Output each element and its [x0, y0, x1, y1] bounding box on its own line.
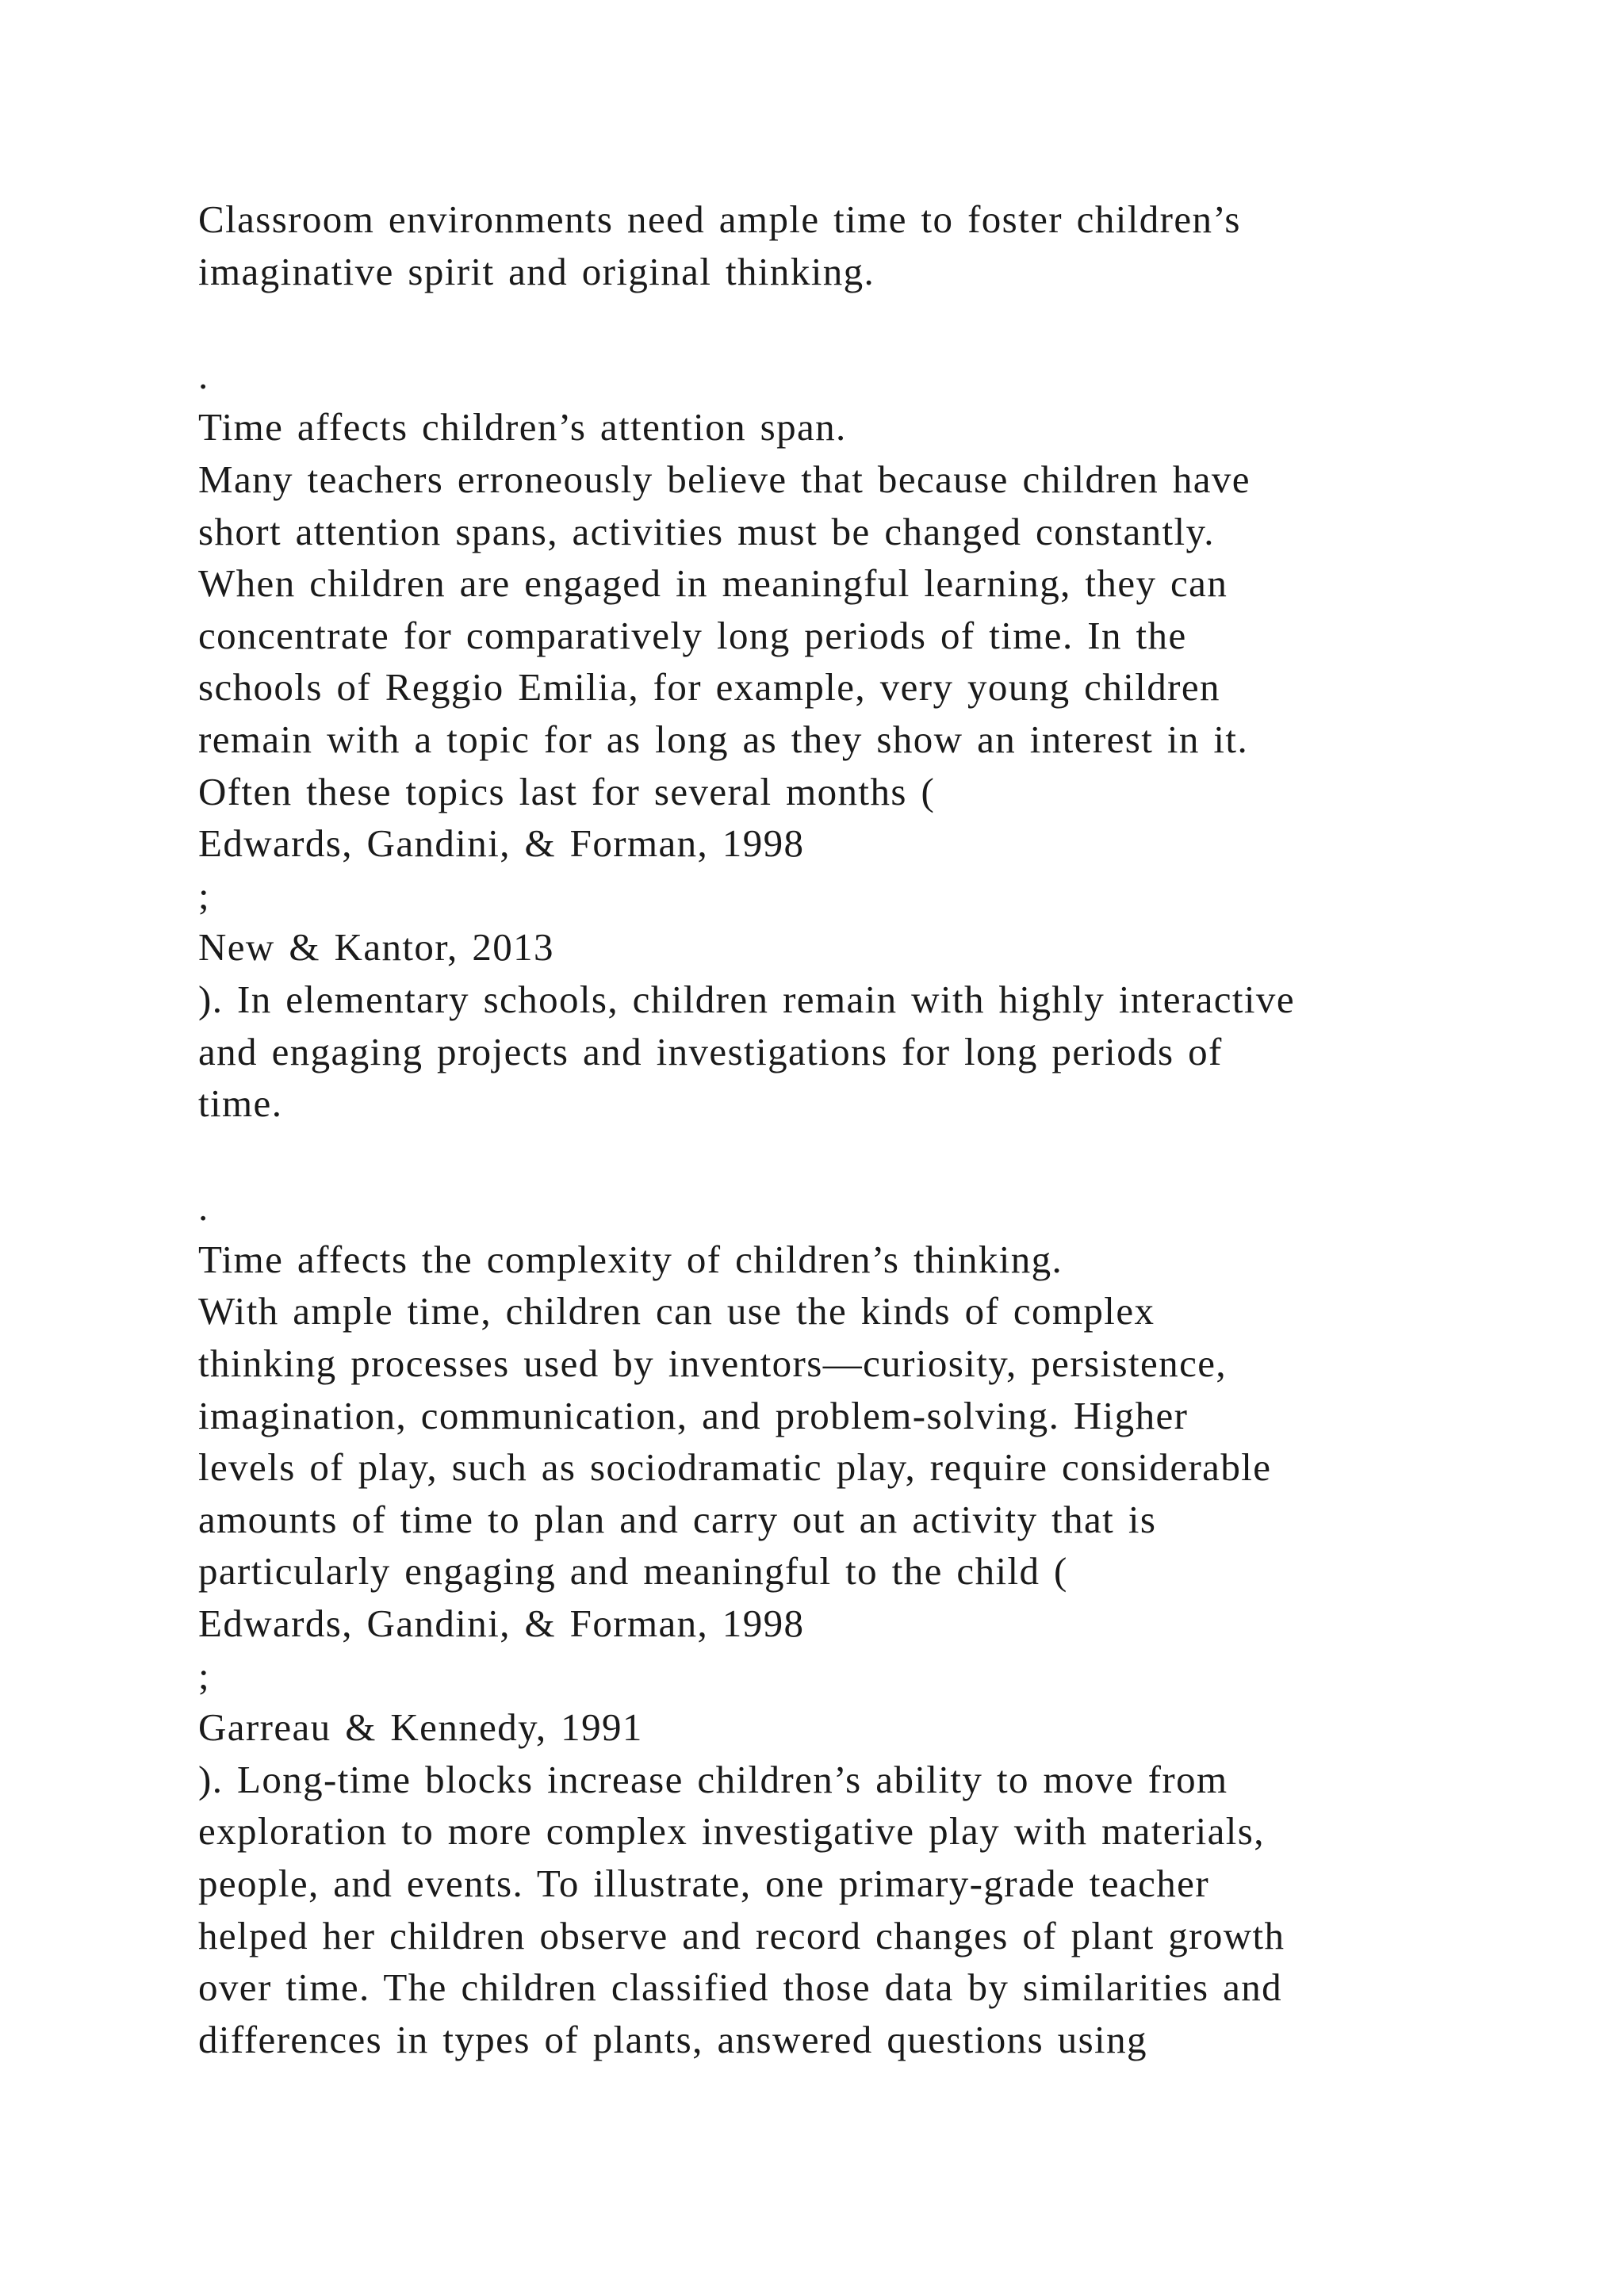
citation-separator: ; [198, 873, 211, 917]
text-line: amounts of time to plan and carry out an activity that is [198, 1497, 1157, 1541]
text-line: imagination, communication, and problem-solving. Higher [198, 1393, 1189, 1437]
text-line: Classroom environments need ample time to foster children’s [198, 197, 1241, 241]
text-line: schools of Reggio Emilia, for example, very young children [198, 665, 1220, 710]
text-line: time. [198, 1081, 283, 1126]
text-line: people, and events. To illustrate, one primary-grade teacher [198, 1862, 1210, 1905]
section-heading: Time affects the complexity of children’s thinking. [198, 1237, 1063, 1281]
text-line: Often these topics last for several months ( [198, 769, 936, 813]
citation-line: Edwards, Gandini, & Forman, 1998 [198, 821, 805, 866]
section-heading: Time affects children’s attention span. [198, 405, 847, 450]
citation-line: Garreau & Kennedy, 1991 [198, 1705, 643, 1750]
text-line: . [198, 353, 209, 397]
text-line: imaginative spirit and original thinking. [198, 249, 875, 293]
citation-line: Edwards, Gandini, & Forman, 1998 [198, 1601, 805, 1646]
citation-line: New & Kantor, 2013 [198, 925, 554, 970]
text-line: differences in types of plants, answered questions using [198, 2017, 1147, 2061]
text-line: When children are engaged in meaningful learning, they can [198, 561, 1228, 606]
text-line: ). Long-time blocks increase children’s ability to move from [198, 1757, 1228, 1801]
text-line: short attention spans, activities must be changed constantly. [198, 509, 1215, 553]
text-line: With ample time, children can use the kinds of complex [198, 1289, 1155, 1334]
text-line [198, 297, 1546, 350]
text-line: and engaging projects and investigations for long periods of [198, 1029, 1223, 1073]
text-line: levels of play, such as sociodramatic play, require considerable [198, 1445, 1272, 1490]
text-line: remain with a topic for as long as they show an interest in it. [198, 717, 1249, 761]
text-line: exploration to more complex investigative play with materials, [198, 1809, 1265, 1854]
text-line: thinking processes used by inventors—curiosity, persistence, [198, 1341, 1228, 1386]
text-line: over time. The children classified those data by similarities and [198, 1965, 1283, 2010]
text-line [198, 1130, 1546, 1182]
body-text [198, 193, 1546, 2065]
text-line: particularly engaging and meaningful to the child ( [198, 1549, 1068, 1594]
text-line: . [198, 1185, 209, 1230]
text-line: concentrate for comparatively long periods of time. In the [198, 613, 1187, 657]
text-line: helped her children observe and record changes of plant growth [198, 1913, 1285, 1957]
citation-separator: ; [198, 1653, 211, 1697]
text-line: ). In elementary schools, children remain with highly interactive [198, 977, 1295, 1021]
text-line: Many teachers erroneously believe that because children have [198, 457, 1251, 501]
